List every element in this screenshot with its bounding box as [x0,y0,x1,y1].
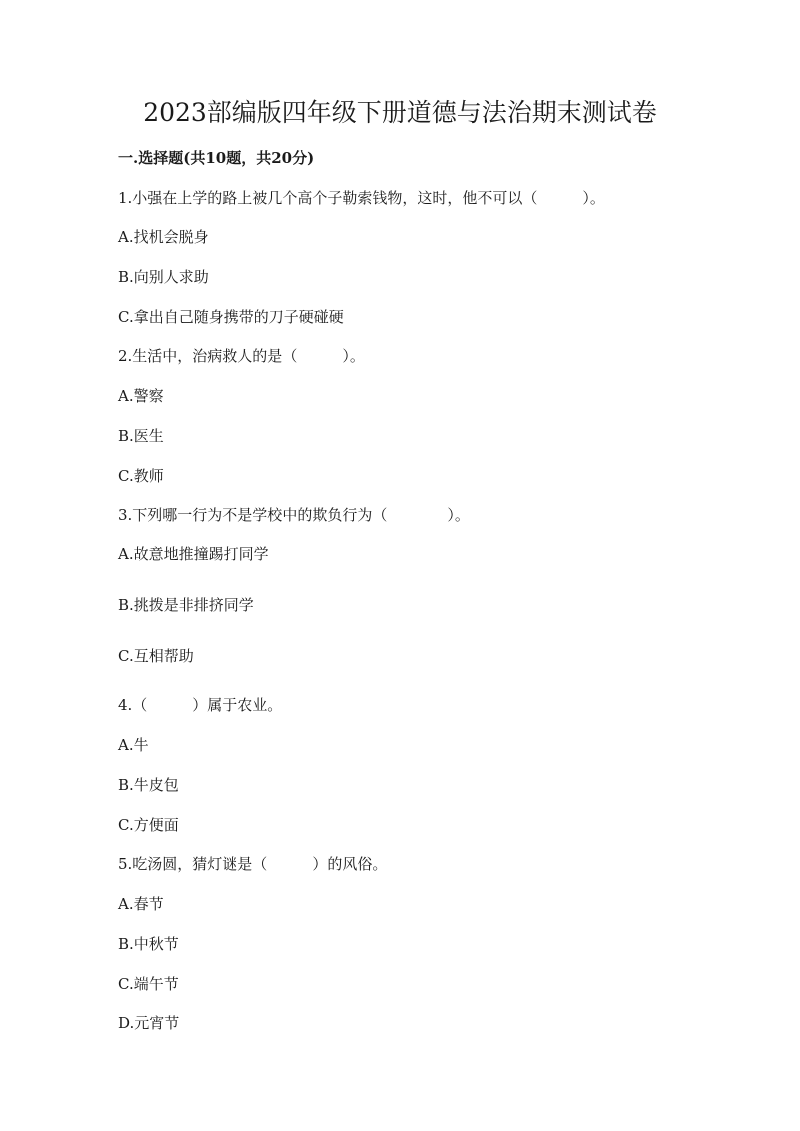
question-stem: 2.生活中，治病救人的是（ ）。 [118,347,365,365]
question-option: B.医生 [118,427,164,445]
question-option: C.互相帮助 [118,647,194,665]
question-stem: 4.（ ）属于农业。 [118,696,283,714]
question-option: A.春节 [118,895,164,913]
question-option: A.故意地推撞踢打同学 [118,545,269,563]
question-option: C.教师 [118,467,164,485]
section-heading: 一.选择题(共10题，共20分) [118,149,315,167]
question-stem: 1.小强在上学的路上被几个高个子勒索钱物，这时，他不可以（ ）。 [118,189,605,207]
page-title: 2023部编版四年级下册道德与法治期末测试卷 [143,98,657,127]
question-option: A.警察 [118,387,164,405]
question-option: B.向别人求助 [118,268,209,286]
question-option: B.牛皮包 [118,776,179,794]
question-option: C.端午节 [118,975,179,993]
question-option: A.找机会脱身 [118,228,209,246]
question-stem: 3.下列哪一行为不是学校中的欺负行为（ ）。 [118,506,470,524]
question-option: A.牛 [118,736,149,754]
question-option: D.元宵节 [118,1014,180,1032]
question-option: B.中秋节 [118,935,179,953]
question-stem: 5.吃汤圆，猜灯谜是（ ）的风俗。 [118,855,388,873]
question-option: B.挑拨是非排挤同学 [118,596,254,614]
question-option: C.方便面 [118,816,179,834]
question-option: C.拿出自己随身携带的刀子硬碰硬 [118,308,344,326]
